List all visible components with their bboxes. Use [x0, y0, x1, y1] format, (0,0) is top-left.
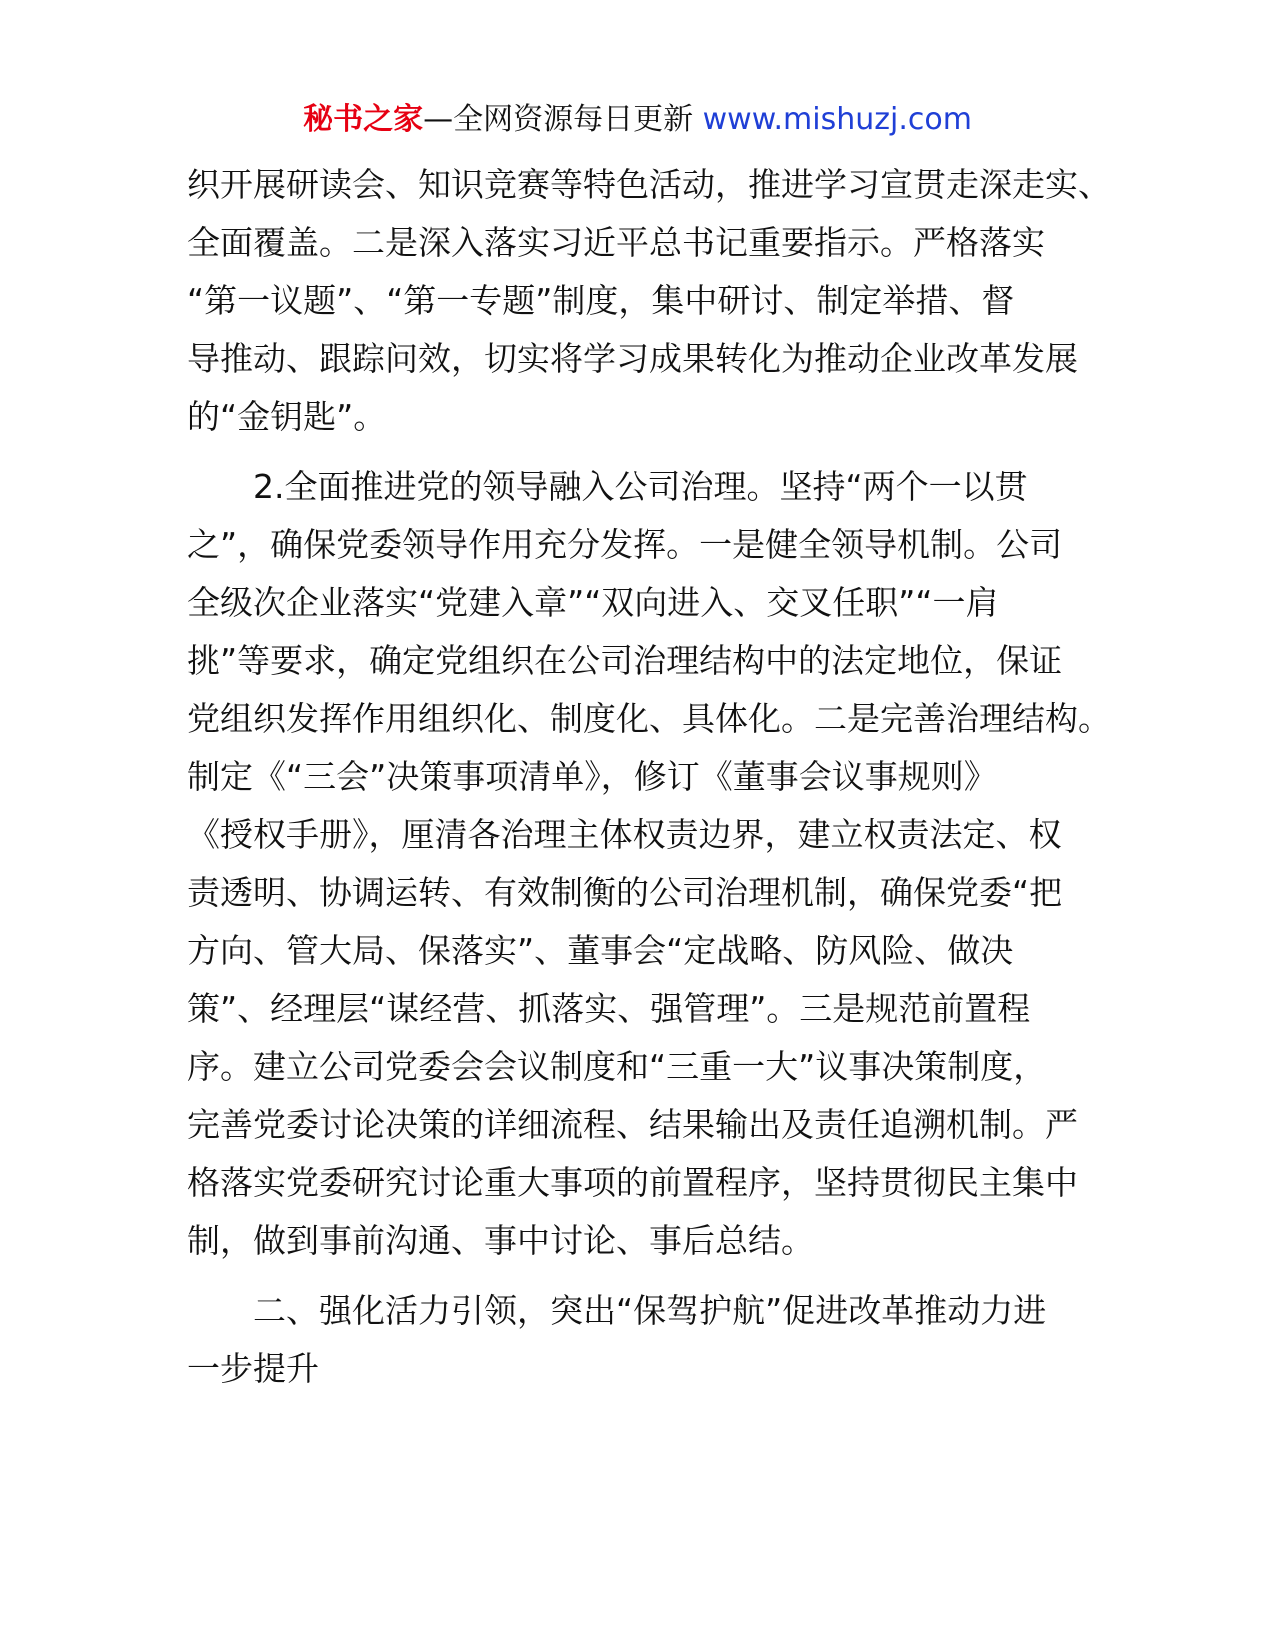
heading-line: 一步提升	[187, 1349, 319, 1388]
text-line: 党组织发挥作用组织化、制度化、具体化。二是完善治理结构。	[187, 699, 1111, 738]
text-line: 制，做到事前沟通、事中讨论、事后总结。	[187, 1221, 814, 1260]
paragraph-continuation	[187, 156, 1111, 446]
text-line-indented: 2.全面推进党的领导融入公司治理。坚持“两个一以贯	[253, 467, 1028, 506]
text-line: 序。建立公司党委会会议制度和“三重一大”议事决策制度，	[187, 1047, 1047, 1086]
paragraph-party-leadership	[187, 458, 1111, 1270]
text-line: 导推动、跟踪问效，切实将学习成果转化为推动企业改革发展	[187, 339, 1078, 378]
text-line: 之”，确保党委领导作用充分发挥。一是健全领导机制。公司	[187, 525, 1063, 564]
site-url-link[interactable]: www.mishuzj.com	[702, 102, 972, 137]
text-line: 《授权手册》，厘清各治理主体权责边界，建立权责法定、权	[187, 815, 1062, 854]
text-line: 责透明、协调运转、有效制衡的公司治理机制，确保党委“把	[187, 873, 1063, 912]
text-line: 挑”等要求，确定党组织在公司治理结构中的法定地位，保证	[187, 641, 1063, 680]
watermark-header	[0, 100, 1275, 140]
heading-line-indented: 二、强化活力引领，突出“保驾护航”促进改革推动力进	[253, 1291, 1047, 1330]
text-line: 策”、经理层“谋经营、抓落实、强管理”。三是规范前置程	[187, 989, 1031, 1028]
text-line: 方向、管大局、保落实”、董事会“定战略、防风险、做决	[187, 931, 1014, 970]
text-line: 完善党委讨论决策的详细流程、结果输出及责任追溯机制。严	[187, 1105, 1078, 1144]
text-line: “第一议题”、“第一专题”制度，集中研讨、制定举措、督	[187, 281, 1015, 320]
text-line: 制定《“三会”决策事项清单》，修订《董事会议事规则》	[187, 757, 997, 796]
text-line: 全面覆盖。二是深入落实习近平总书记重要指示。严格落实	[187, 223, 1045, 262]
text-line: 的“金钥匙”。	[187, 397, 387, 436]
text-line: 全级次企业落实“党建入章”“双向进入、交叉任职”“一肩	[187, 583, 999, 622]
section-heading	[187, 1282, 1087, 1398]
document-body	[187, 156, 1111, 1398]
text-line: 格落实党委研究讨论重大事项的前置程序，坚持贯彻民主集中	[187, 1163, 1078, 1202]
brand-name: 秘书之家	[303, 102, 424, 137]
header-tagline: —全网资源每日更新	[423, 102, 694, 137]
text-line: 织开展研读会、知识竞赛等特色活动，推进学习宣贯走深走实、	[187, 165, 1111, 204]
